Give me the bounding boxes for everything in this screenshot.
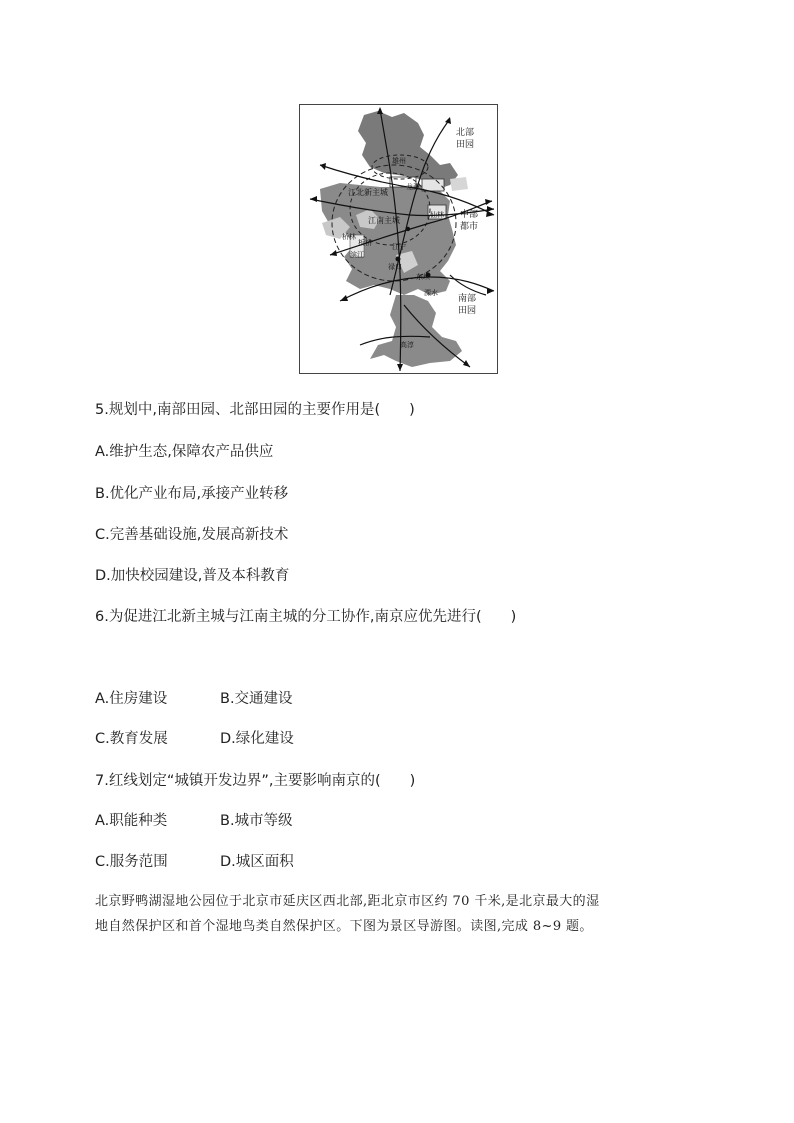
south-fields-label-line1: 南部 xyxy=(458,294,477,304)
question-5-option-a: A.维护生态,保障农产品供应 xyxy=(95,444,274,460)
central-city-label xyxy=(460,208,478,232)
question-5-stem: 5.规划中,南部田园、北部田园的主要作用是( ) xyxy=(95,402,415,418)
label-longtan: 龙潭 xyxy=(406,183,420,191)
question-6-option-b: B.交通建设 xyxy=(220,691,293,707)
question-6-stem: 6.为促进江北新主城与江南主城的分工协作,南京应优先进行( ) xyxy=(95,609,517,625)
label-banqiao: 板桥 xyxy=(358,239,372,247)
label-xianlin: 仙林 xyxy=(430,211,444,219)
label-jiangnan: 江南主城 xyxy=(368,216,400,225)
question-7-option-d: D.城区面积 xyxy=(220,854,294,870)
central-city-label-line1: 中部 xyxy=(460,210,479,220)
label-qiaolin: 桥林 xyxy=(342,233,356,241)
reading-passage xyxy=(95,892,695,936)
label-lukou: 禄口 xyxy=(388,263,402,271)
question-6-option-a: A.住房建设 xyxy=(95,691,168,707)
middle-territory xyxy=(320,183,456,295)
question-5-option-b: B.优化产业布局,承接产业转移 xyxy=(95,486,289,502)
question-5-option-c: C.完善基础设施,发展高新技术 xyxy=(95,527,289,543)
label-jiangning: 江宁 xyxy=(392,243,406,251)
question-6-option-d: D.绿化建设 xyxy=(220,731,294,747)
reading-passage-line-1: 北京野鸭湖湿地公园位于北京市延庆区西北部,距北京市区约 70 千米,是北京最大的湿 xyxy=(95,894,600,909)
map-svg xyxy=(300,105,497,373)
label-xiongzhou: 雄州 xyxy=(392,157,406,165)
question-6-option-c: C.教育发展 xyxy=(95,731,168,747)
south-territory xyxy=(370,295,462,367)
label-gaochun: 高淳 xyxy=(400,341,414,349)
label-lishui: 溧水 xyxy=(424,289,438,297)
south-fields-label xyxy=(458,292,476,316)
light-area-4 xyxy=(450,177,468,191)
north-fields-label-line2: 田园 xyxy=(456,140,475,150)
north-fields-label-line1: 北部 xyxy=(456,128,475,138)
question-5-option-d: D.加快校园建设,普及本科教育 xyxy=(95,568,290,584)
question-7-option-b: B.城市等级 xyxy=(220,813,293,829)
north-fields-label xyxy=(456,126,474,150)
planning-map xyxy=(299,104,498,374)
label-dongba: 东坝 xyxy=(416,273,430,281)
question-7-stem: 7.红线划定“城镇开发边界”,主要影响南京的( ) xyxy=(95,773,416,789)
reading-passage-line-2: 地自然保护区和首个湿地鸟类自然保护区。下图为景区导游图。读图,完成 8~9 题。 xyxy=(95,919,593,934)
central-city-label-line2: 都市 xyxy=(460,222,479,232)
label-binjiang: 滨江 xyxy=(350,251,364,259)
south-fields-label-line2: 田园 xyxy=(458,306,477,316)
label-jiangbei: 江北新主城 xyxy=(348,188,388,197)
hatch-2 xyxy=(422,179,444,191)
question-7-option-c: C.服务范围 xyxy=(95,854,168,870)
question-7-option-a: A.职能种类 xyxy=(95,813,168,829)
